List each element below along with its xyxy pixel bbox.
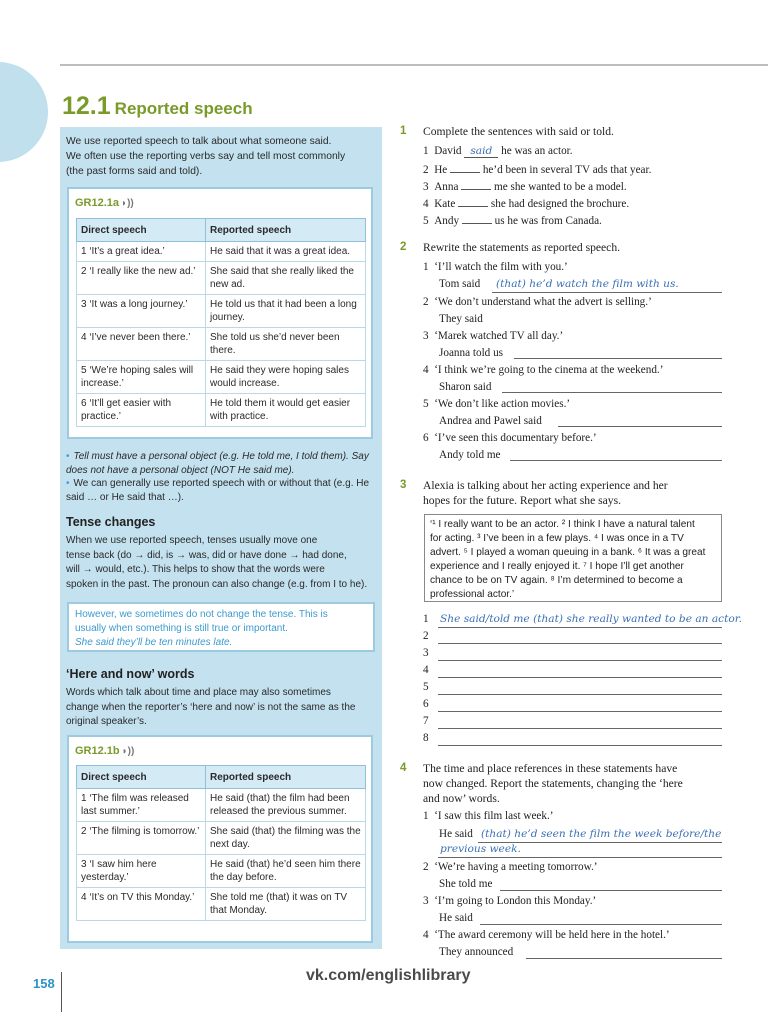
answer-line[interactable] <box>510 460 722 461</box>
grammar-panel <box>60 127 382 949</box>
ex4-prompt: They announced <box>439 946 514 958</box>
table-row <box>77 888 366 921</box>
quote-line: ‘¹ I really want to be an actor. ² I think I have a natural talent <box>430 519 695 530</box>
answer-line[interactable] <box>438 728 722 729</box>
here-line: change when the reporter’s ‘here and now’ is not the same as the <box>66 701 356 713</box>
table-row <box>77 822 366 855</box>
ex1-item: 3 Anna me she wanted to be a model. <box>423 181 627 193</box>
reported-cell: He said that it was a great idea. <box>206 242 366 262</box>
grammar-label-a: GR12.1a ◗)) <box>75 197 134 209</box>
answer-line[interactable] <box>438 643 722 644</box>
quote-line: chance to be on TV again. ⁸ I’m determined to become a <box>430 575 683 587</box>
ex1-item: 2 He he’d been in several TV ads that year. <box>423 164 652 176</box>
ex2-quote: 4 ‘I think we’re going to the cinema at the weekend.’ <box>423 364 664 376</box>
ex2-prompt: Tom said <box>439 278 481 290</box>
reported-cell: He said (that) he’d seen him there the day before. <box>206 855 366 888</box>
table-row <box>77 242 366 262</box>
reported-cell: He said they were hoping sales would increase. <box>206 361 366 394</box>
reported-cell: He said (that) the film had been released the previous summer. <box>206 789 366 822</box>
answer-line[interactable] <box>438 857 722 858</box>
direct-cell: 1 ‘It’s a great idea.’ <box>77 242 206 262</box>
unit-number: 12.1 <box>62 92 111 120</box>
grammar-table-b <box>76 765 366 921</box>
footer-url: vk.com/englishlibrary <box>306 967 471 984</box>
note-box <box>67 602 375 652</box>
exercise-4-number: 4 <box>400 762 407 774</box>
answer-blank[interactable] <box>458 196 488 207</box>
reported-cell: She said (that) the filming was the next day. <box>206 822 366 855</box>
intro-line: (the past forms said and told). <box>66 166 203 177</box>
bullet-text: We can generally use reported speech with or without that (e.g. He said … or He said that …). <box>66 478 370 503</box>
grammar-label-b: GR12.1b ◗)) <box>75 745 135 757</box>
ex3-line-number: 2 <box>423 630 429 642</box>
ex4-quote: 4 ‘The award ceremony will be held here in the hotel.’ <box>423 929 670 941</box>
column-header: Reported speech <box>206 219 366 242</box>
ex4-handwritten-answer-cont: previous week. <box>440 843 521 855</box>
grammar-table-box-b <box>67 735 373 943</box>
ex3-line-number: 8 <box>423 732 429 744</box>
ex2-quote: 6 ‘I’ve seen this documentary before.’ <box>423 432 597 444</box>
ex3-line-number: 6 <box>423 698 429 710</box>
direct-cell: 6 ‘It’ll get easier with practice.’ <box>77 394 206 427</box>
audio-icon[interactable]: ◗)) <box>121 198 134 209</box>
ex1-item: 4 Kate she had designed the brochure. <box>423 198 630 210</box>
answer-line[interactable] <box>558 426 722 427</box>
intro-line: We use reported speech to talk about what someone said. <box>66 136 332 147</box>
table-header-row <box>77 766 366 789</box>
reported-cell: He told us that it had been a long journey. <box>206 295 366 328</box>
ex4-prompt: He said <box>439 912 473 924</box>
direct-cell: 2 ‘The filming is tomorrow.’ <box>77 822 206 855</box>
ex2-quote: 2 ‘We don’t understand what the advert is selling.’ <box>423 296 652 308</box>
ex4-quote: 2 ‘We’re having a meeting tomorrow.’ <box>423 861 598 873</box>
bullet-item: • Tell must have a personal object (e.g. He told me, I told them). Say does not have a personal object (NOT He said me). <box>66 451 369 476</box>
column-header: Direct speech <box>77 219 206 242</box>
answer-line[interactable] <box>502 392 722 393</box>
ex2-prompt: Andy told me <box>439 449 501 461</box>
answer-line[interactable] <box>514 358 722 359</box>
direct-cell: 4 ‘It’s on TV this Monday.’ <box>77 888 206 921</box>
exercise-3-number: 3 <box>400 479 407 491</box>
ex4-prompt: She told me <box>439 878 493 890</box>
answer-blank[interactable]: said <box>464 145 498 158</box>
ex3-line-number: 3 <box>423 647 429 659</box>
here-now-text <box>66 686 355 730</box>
intro-line: We often use the reporting verbs say and tell most commonly <box>66 151 346 162</box>
answer-line[interactable] <box>438 745 722 746</box>
exercise-1-instruction: Complete the sentences with said or told. <box>423 125 614 138</box>
ex3-line-number: 4 <box>423 664 429 676</box>
bullet-text: Tell must have a personal object (e.g. He told me, I told them). Say does not have a personal object (NOT He said me). <box>66 451 369 476</box>
ex2-prompt: Joanna told us <box>439 347 504 359</box>
table-row <box>77 855 366 888</box>
tense-line: tense back (do → did, is → was, did or have done → had done, <box>66 549 347 561</box>
alexia-quote-box <box>424 514 722 602</box>
ex4-quote: 3 ‘I’m going to London this Monday.’ <box>423 895 597 907</box>
direct-cell: 2 ‘I really like the new ad.’ <box>77 262 206 295</box>
answer-blank[interactable] <box>462 213 492 224</box>
ex3-handwritten-answer: She said/told me (that) she really wanted to be an actor. <box>440 613 742 625</box>
ex2-handwritten-answer: (that) he’d watch the film with us. <box>496 278 679 290</box>
page-number: 158 <box>33 976 55 991</box>
reported-cell: He told them it would get easier with practice. <box>206 394 366 427</box>
direct-cell: 1 ‘The film was released last summer.’ <box>77 789 206 822</box>
grammar-table-box-a <box>67 187 373 439</box>
table-row <box>77 262 366 295</box>
ex2-prompt: Sharon said <box>439 381 492 393</box>
grammar-table-a <box>76 218 366 427</box>
answer-line[interactable] <box>438 677 722 678</box>
table-header-row <box>77 219 366 242</box>
top-rule <box>60 64 768 66</box>
footer-divider <box>61 972 62 1012</box>
audio-icon[interactable]: ◗)) <box>121 746 135 757</box>
answer-line[interactable] <box>480 924 722 925</box>
answer-line[interactable] <box>492 292 722 293</box>
answer-line[interactable] <box>438 627 722 628</box>
ex2-prompt: They said <box>439 313 483 325</box>
tense-heading: Tense changes <box>66 515 156 529</box>
exercise-2-number: 2 <box>400 241 407 253</box>
ex4-prompt: He said <box>439 828 473 840</box>
direct-cell: 5 ‘We’re hoping sales will increase.’ <box>77 361 206 394</box>
decorative-circle <box>0 62 48 162</box>
tense-line: When we use reported speech, tenses usually move one <box>66 535 318 546</box>
exercise-4-instruction: The time and place references in these statements have now changed. Report the statements, changing the ‘here and now’ words. <box>423 762 683 805</box>
note-line: usually when something is still true or important. <box>75 623 288 634</box>
column-header: Direct speech <box>77 766 206 789</box>
tense-text <box>66 534 367 592</box>
ex3-line-number: 5 <box>423 681 429 693</box>
direct-cell: 3 ‘It was a long journey.’ <box>77 295 206 328</box>
answer-line[interactable] <box>500 890 722 891</box>
exercise-3-instruction: Alexia is talking about her acting experience and her hopes for the future. Report what she says. <box>423 479 668 507</box>
ex2-prompt: Andrea and Pawel said <box>439 415 542 427</box>
table-row <box>77 295 366 328</box>
unit-title <box>62 92 253 121</box>
reported-cell: She said that she really liked the new ad. <box>206 262 366 295</box>
ex2-quote: 3 ‘Marek watched TV all day.’ <box>423 330 564 342</box>
note-example: She said they’ll be ten minutes late. <box>75 637 233 648</box>
unit-name: Reported speech <box>114 99 253 118</box>
ex3-line-number: 7 <box>423 715 429 727</box>
quote-line: for acting. ³ I’ve been in a few plays. ⁴ I was once in a TV <box>430 533 684 545</box>
here-now-heading: ‘Here and now’ words <box>66 667 195 681</box>
answer-line[interactable] <box>438 711 722 712</box>
grammar-intro <box>66 134 345 179</box>
direct-cell: 4 ‘I’ve never been there.’ <box>77 328 206 361</box>
ex4-quote: 1 ‘I saw this film last week.’ <box>423 810 554 822</box>
ex1-item: 1 David said he was an actor. <box>423 145 573 157</box>
table-row <box>77 789 366 822</box>
table-row <box>77 328 366 361</box>
quote-line: experience and I really enjoyed it. ⁷ I hope I’ll get another <box>430 561 684 573</box>
ex4-handwritten-answer: (that) he’d seen the film the week before/the <box>481 828 722 840</box>
ex2-quote: 1 ‘I’ll watch the film with you.’ <box>423 261 568 273</box>
table-row <box>77 394 366 427</box>
bullet-item: • We can generally use reported speech with or without that (e.g. He said … or He said that …). <box>66 478 370 503</box>
exercise-1-number: 1 <box>400 125 407 137</box>
reported-cell: She told us she’d never been there. <box>206 328 366 361</box>
exercise-2-instruction: Rewrite the statements as reported speech. <box>423 241 621 254</box>
answer-line[interactable] <box>526 958 722 959</box>
here-line: original speaker’s. <box>66 716 147 727</box>
direct-cell: 3 ‘I saw him here yesterday.’ <box>77 855 206 888</box>
answer-line[interactable] <box>438 694 722 695</box>
column-header: Reported speech <box>206 766 366 789</box>
here-line: Words which talk about time and place may also sometimes <box>66 687 331 698</box>
note-line: However, we sometimes do not change the tense. This is <box>75 609 328 620</box>
quote-line: professional actor.’ <box>430 589 515 601</box>
ex1-item: 5 Andy us he was from Canada. <box>423 215 602 227</box>
tense-line: spoken in the past. The pronoun can also change (e.g. from I to he). <box>66 578 368 590</box>
tense-line: will → would, etc.). This helps to show that the words were <box>66 564 325 575</box>
answer-blank[interactable] <box>450 162 480 173</box>
answer-blank[interactable] <box>461 179 491 190</box>
answer-line[interactable] <box>438 660 722 661</box>
ex3-line-number: 1 <box>423 613 429 625</box>
reported-cell: She told me (that) it was on TV that Monday. <box>206 888 366 921</box>
table-row <box>77 361 366 394</box>
ex2-quote: 5 ‘We don’t like action movies.’ <box>423 398 571 410</box>
quote-line: advert. ⁵ I played a woman queuing in a bank. ⁶ It was a great <box>430 547 706 559</box>
